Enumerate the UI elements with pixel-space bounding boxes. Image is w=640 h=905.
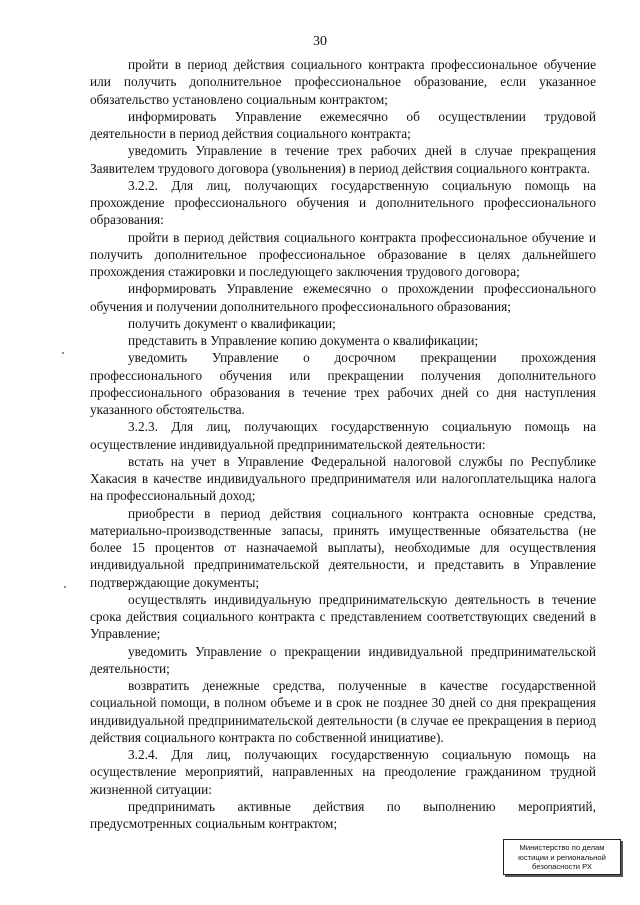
paragraph: встать на учет в Управление Федеральной налоговой службы по Республике Хакасия в качестве индивидуального предпринимателя или налогоплательщика налога на профессиональный доход; [90, 453, 596, 504]
scan-speck [64, 586, 66, 588]
paragraph: информировать Управление ежемесячно о прохождении профессионального обучения и получении дополнительного профессионального образования; [90, 281, 596, 314]
paragraph: 3.2.4. Для лиц, получающих государственную социальную помощь на осуществление мероприятий, направленных на преодоление гражданином трудной жизненной ситуации: [90, 747, 596, 797]
paragraph: приобрести в период действия социального контракта основные средства, материально-производственные запасы, принять имущественные обязательства (не более 15 процентов от назначаемой выплаты), необходимые для осуществления индивидуальной предпринимательской деятельности, и представить в Управление подтверждающие документы; [90, 505, 596, 590]
paragraph: получить документ о квалификации; [128, 315, 336, 331]
registration-stamp [503, 839, 621, 875]
paragraph: уведомить Управление о прекращении индивидуальной предпринимательской деятельности; [90, 643, 596, 676]
paragraph: 3.2.3. Для лиц, получающих государственную социальную помощь на осуществление индивидуальной предпринимательской деятельности: [90, 419, 596, 452]
paragraph: уведомить Управление в течение трех рабочих дней в случае прекращения Заявителем трудового договора (увольнения) в период действия социального контракта. [90, 143, 596, 176]
paragraph: пройти в период действия социального контракта профессиональное обучение или получить дополнительное профессиональное образование, если указанное обязательство установлено социальным контрактом; [90, 57, 596, 107]
paragraph: предпринимать активные действия по выполнению мероприятий, предусмотренных социальным контрактом; [90, 798, 596, 831]
paragraph: информировать Управление ежемесячно об осуществлении трудовой деятельности в период действия социального контракта; [90, 108, 596, 141]
paragraph: осуществлять индивидуальную предпринимательскую деятельность в течение срока действия социального контракта с представлением соответствующих сведений в Управление; [90, 591, 596, 642]
stamp-line: юстиции и региональной [518, 852, 606, 862]
paragraph: уведомить Управление о досрочном прекращении прохождения профессионального обучения или прекращении получения дополнительного профессионального образования в течение трех рабочих дней со дня наступления указанного обстоятельства. [90, 350, 596, 417]
paragraph: 3.2.2. Для лиц, получающих государственную социальную помощь на прохождение профессионального обучения и дополнительного профессионального образования: [90, 177, 596, 228]
page-number: 30 [313, 34, 327, 49]
paragraph: возвратить денежные средства, полученные в качестве государственной социальной помощи, в полном объеме и в срок не позднее 30 дней со дня прекращения индивидуальной предпринимательской деятельности (в случае ее прекращения в период действия социального контракта по собственной инициативе). [90, 678, 596, 745]
scan-speck [62, 352, 64, 354]
stamp-line: Министерство по делам [519, 843, 605, 852]
paragraph: пройти в период действия социального контракта профессиональное обучение и получить дополнительное профессиональное образование в целях дальнейшего прохождения стажировки и последующего заключения трудового договора; [90, 229, 596, 279]
document-body [90, 56, 596, 832]
paragraph: представить в Управление копию документа о квалификации; [128, 333, 479, 348]
stamp-line: безопасности РХ [532, 862, 592, 871]
